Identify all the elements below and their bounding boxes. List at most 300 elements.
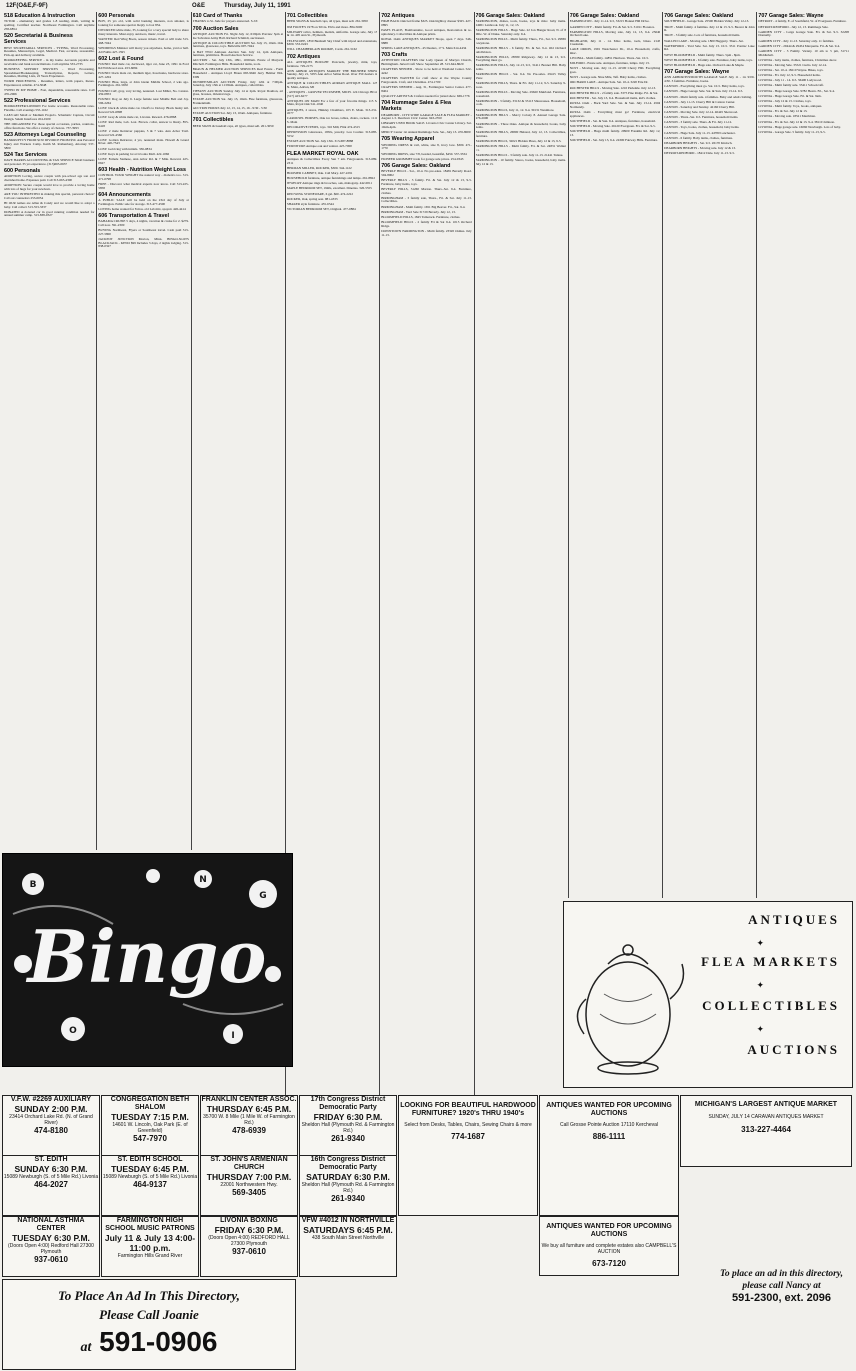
bingo-ad-sm: 22001 Northwestern Hwy. xyxy=(220,1182,278,1188)
classified-listing: A PUBLIC SALE will be held on the 23rd day of July at Farmington. Public sale for storage. 313-477-4500 xyxy=(98,198,189,206)
section-heading: 604 Announcements xyxy=(98,191,151,198)
antique-ad-name: MICHIGAN'S LARGEST ANTIQUE MARKET xyxy=(694,1101,838,1108)
classified-listing: FARMINGTON HILLS - Mercy Colony 8. Annual Garage Sale. 476-2600 xyxy=(475,112,566,121)
classified-listing: MILITARY relics, helmets, medals, uniforms. Garage sale, July 13 & 14. 405 Ann St., Plymouth. xyxy=(286,29,378,38)
classified-listing: LIVONIA - Multi family. Toys, books, antiques. xyxy=(758,104,823,109)
classified-listing: BEVERLY HILLS - Sat., 10-4. No pre-sales. 18481 Beverly Road. 594-8002 xyxy=(381,169,472,177)
classified-listing: CANTON - 3 family sale. Thurs. & Fri. July 11-12. xyxy=(664,120,733,125)
section-heading: 600 Personals xyxy=(98,13,135,19)
classified-listing: FARMINGTON HILLS - Moving Sale. 29620 Muirland. Furniture, household. xyxy=(475,89,566,98)
classified-listing: LAKE ORION, 1991 Westchester Dr., 10-4. Household, crafts, misc. xyxy=(569,47,661,55)
bingo-ad-name: LIVONIA BOXING xyxy=(220,1217,278,1224)
classified-listing: FOUND: Red male cat, declawed, tiger cat, June 23, 1991 in Ford Rd/Wildwood area. 453-6084 xyxy=(98,62,189,70)
section-heading: 702 Antiques xyxy=(381,13,415,19)
classified-listing: TYPED IN MY HOME - Fast, dependable, reasonable rates. Call 476-2066 xyxy=(4,88,95,96)
classified-listing: HIGHLAND, July 11 - 14. Misc. items, tools, bikes. 2145 Creekside. xyxy=(569,38,661,47)
bingo-ad-sm: (Doors Open 4:00) Redford Hall 27300 Plymouth xyxy=(8,1243,94,1255)
antique-listing-ad xyxy=(539,1095,679,1216)
page-number: 12F(O&E,F-9F) xyxy=(6,3,48,9)
classified-listing: TELESCOPE, 1850 Bushnell Sky Chief with tripod and extensions, $300. 553-0243 xyxy=(286,38,378,47)
classified-column xyxy=(193,12,284,850)
section-heading: 603 Health - Nutrition Weight Loss xyxy=(98,166,186,173)
antique-ad-name: ANTIQUES WANTED FOR UPCOMING AUCTIONS xyxy=(546,1223,672,1238)
bingo-ad-name: 17th Congress District Democratic Party xyxy=(310,1096,386,1111)
svg-text:G: G xyxy=(259,891,267,901)
star-icon: ✦ xyxy=(756,938,764,948)
classified-listing: BOOKKEEPING SERVICE - in my home. Accounts payable and receivable and bank reconciliations. Call anytime 533-2735 xyxy=(4,58,95,66)
classified-listing: BIRMINGHAM - Multi family. 1651 Big Beaver. Fri., Sat. 9-4. xyxy=(381,204,466,209)
bingo-listing-ad xyxy=(2,1095,100,1156)
section-heading: 706 Garage Sales: Oakland xyxy=(475,13,545,19)
classified-listing: LIVONIA - Multi family sale. 35411 Schoolcraft. xyxy=(758,83,825,88)
classified-listing: LOST: 2 male Retriever puppies, 5 & 7 wks. Ann Arbor Trail. Reward 522-4566 xyxy=(98,128,189,137)
bingo-listing-ad xyxy=(200,1155,298,1216)
antiques-flea-auctions-ad xyxy=(563,901,853,1088)
classified-listing: ADOPTION Loving, secure couple with pre-school age son and cherished home. Expenses paid. Call 313-665-4300 xyxy=(4,174,95,183)
classified-listing: ROYAL OAK - Back Yard Sale. Sat. & Sun. July 13-14. 4504 Normandy. xyxy=(569,101,661,109)
classified-listing: FARMINGTON HILLS, Moving sale, July 12, 13, 9-4. 25640 Orchard Lake. xyxy=(569,29,661,38)
section-heading: 518 Education & Instruction xyxy=(4,13,76,19)
classified-listing: PIONEER GROMMET trade for garage sale prices. 254-0343 xyxy=(381,156,464,161)
classified-listing: SPRING LAKE ANTIQUES - 45 Dealers, 17 S. Main 614-4434 xyxy=(381,45,467,50)
bingo-ad-sm: 438 South Main Street Northville xyxy=(312,1235,384,1241)
classified-listing: CRAFTERS NEEDED - Aug. 31, Farmington Senior Center. 477-8404 xyxy=(381,84,472,93)
classified-listing: LIVONIA - baby items, clothes, furniture, Christmas decor. xyxy=(758,57,838,62)
section-heading: 706 Garage Sales: Oakland xyxy=(664,13,734,19)
classified-listing: FARMINGTON - July 11-14. 9-5, 33215 Bonnet Hill Drive. xyxy=(569,19,650,24)
classified-listing: BIRMINGHAM - 3 family sale, Thurs., Fri. & Sat. July 11-13. Collectibles. xyxy=(381,195,472,204)
classified-listing: ROYAL OAK - Everything must go! Furniture, electrical appliances. xyxy=(569,109,661,118)
issue-date: Thursday, July 11, 1991 xyxy=(224,3,291,9)
classified-listing: HIGH BACK Oak bed frame $325. Oak highboy dresser $325. 427-0895 xyxy=(381,19,472,28)
bingo-ad-big: TUESDAY 6:45 P.M. xyxy=(111,1164,189,1174)
classified-listing: CANTON - Thurs.-Sat. 9-5. Furniture, household items. xyxy=(664,115,739,120)
svg-text:N: N xyxy=(199,875,207,885)
star-icon: ✦ xyxy=(756,980,764,990)
classified-listing: FOUND CAT, gray, very loving, neutered. Lost Miller, No. Canton. 459-0853 xyxy=(98,88,189,97)
bingo-ad-big: FRIDAY 6:30 P.M. xyxy=(313,1112,383,1122)
classified-listing: FARMINGTON HILLS, 28580 Ridgeway. July 12 & 13, 9-5. Everything must go. xyxy=(475,54,566,63)
classified-listing: DUNDEE/MILAN AUCTION Friday, July 12th at 7:00pm. Saturday, July 13th at 11:00am. Antiques, collectibles. xyxy=(192,79,284,88)
classified-listing: LIVONIA - Fri. & Sat. July 12 & 13. xyxy=(758,109,808,114)
classified-listing: LOST: Gold ring with initials. 336-0834 xyxy=(98,146,152,151)
classified-column xyxy=(758,12,849,898)
directory-place-ad xyxy=(711,1268,852,1305)
svg-text:O: O xyxy=(69,1026,77,1036)
bingo-graphic xyxy=(3,854,292,1066)
classified-listing: BEER SIGNS & baseball caps, all types, must sell. 261-3050 xyxy=(286,19,368,24)
antique-listing-ad xyxy=(680,1095,852,1167)
classified-listing: - ANTIQUES - GROVER TECUMSEH, MICH. 124 Chicago Blvd. (517) 423-6277 xyxy=(286,90,378,98)
classified-listing: ANTIQUE & COLLECTIBLE AUCTION Sat. July 13, 10am. Oak furniture, glassware, toys. Belleville 697-7044 xyxy=(192,40,284,49)
classified-listing: DOWNTOWN FARMINGTON - Multi family. 23320 Osmus. July 11-13. xyxy=(381,228,472,237)
classified-listing: SOUTHFIELD - Sat. & Sun. 9-4. Antiques, furniture, household. xyxy=(569,118,656,123)
classified-listing: WEST BLOOMFIELD - 6 family sale. Furniture, baby items, toys. xyxy=(664,57,753,62)
classified-listing: LIVONIA - Sat. 10-4. 18210 Wayne. Bikes, toys. xyxy=(758,67,824,72)
classified-listing: FARMINGTON - 10 family. Stereo, books, household, baby items. July 12 & 13. xyxy=(475,158,566,166)
bingo-ad-phone: 937-0610 xyxy=(232,1247,266,1256)
place-ad-line2: Please Call Joanie xyxy=(99,1307,199,1322)
classified-listing: HOUSEHOLD furniture, antique furnishings and lamps. 261-8822 xyxy=(286,176,375,181)
classified-listing: FARMINGTON HILLS - Multi family. Thurs., Fri., Sat. 9-5. 29865 Greystone. xyxy=(475,37,566,45)
classified-listing: MILFORD - Estate sale. Antiques, furniture, lamps. July 13. xyxy=(569,61,650,66)
bingo-ad-sm: 14601 W. Lincoln, Oak Park (E. of Greenfield) xyxy=(112,1122,188,1134)
classified-listing: HI OUR names are Allan & Candy and we would like to adopt a baby. Call collect 313-553-3337 xyxy=(4,200,95,209)
classified-listing: LIVONIA - July 12 & 13. Clothes, toys. xyxy=(758,98,812,103)
classified-listing: CANTON - Everything must go. Sat. 10-5. Baby items, toys. xyxy=(664,84,745,89)
place-ad-at: at xyxy=(80,1340,92,1355)
classified-listing: ATTENTION CRAFTERS Our Lady Queen of Martyrs Church, Birmingham. Juried Craft Show. September 28. 313-644-8620 xyxy=(381,58,472,67)
classified-listing: GARDEN CITY - Large Garage Sale. Fri. & Sat. 9-5. 32208 Donnelly. xyxy=(758,29,849,38)
column-divider xyxy=(379,12,380,1095)
bingo-banner xyxy=(2,853,293,1067)
ad-word-flea-markets: FLEA MARKETS xyxy=(701,954,840,969)
bingo-ad-big: TUESDAY 6:30 P.M. xyxy=(12,1233,90,1243)
classified-listing: BUYING Northwest, Flyers or Southwest travel. Cash paid 313-227-5800 xyxy=(98,228,189,236)
place-ad-phone-line xyxy=(3,1326,295,1358)
classified-listing: TROY - Multi family. 4 families. July 12 & 13. 9-5. Beaver & John R. xyxy=(664,24,755,33)
classified-listing: LIVONIA - Huge Garage Sale. 9782 Hearn. Fri., Sat. 9-4. xyxy=(758,88,835,93)
classified-listing: SOUTHFIELD - Moving Sale. 26120 Evergreen. Fri. & Sat. 9-5. xyxy=(569,123,656,128)
classified-listing: HERMAN MILLER, ROCKER, $300. 344-1122 xyxy=(286,165,352,170)
bingo-listing-ad xyxy=(101,1216,199,1277)
classified-listing: WORD PROCESSING - Resumes, letters, term papers, theses. Experienced, reliable. 474-3048 xyxy=(4,79,95,88)
classified-listing: LIVONIA - July 11 - 14. 9-5. 36400 Ladywood. xyxy=(758,78,822,83)
classified-listing: WEST BLOOMFIELD - Huge sale. Orchard Lake & Maple. xyxy=(664,62,745,67)
bingo-listing-ad xyxy=(299,1155,397,1216)
section-heading: 707 Garage Sales: Wayne xyxy=(664,68,730,75)
section-heading: 600 Personals xyxy=(4,168,41,174)
classified-listing: BOOKKEEPER/LONDON For home accounts. Reasonable rates. Flexible. Call evenings 555-1162 xyxy=(4,104,95,113)
classified-listing: FOUND: Blue, large, at John Glenn Middle School, 2 wks ago. Farmington. 261-5650 xyxy=(98,79,189,88)
ad-word-auctions: AUCTIONS xyxy=(747,1042,840,1057)
classified-listing: CANTON - Multi family sale. 4 families. Baby and adult clothing. xyxy=(664,94,753,99)
bingo-ad-name: ST. EDITH xyxy=(34,1156,68,1163)
classified-column xyxy=(381,12,472,1095)
classified-listing: LOST: Female Siamese, Ann Arbor Rd. & 7 Mile. Reward. 425-0627 xyxy=(98,156,189,165)
section-heading: 701 Collectibles xyxy=(286,13,328,19)
classified-listing: Antiques & Collectibles Every Sun 7 am. Fairgrounds. 313-689-2311 xyxy=(286,156,378,165)
classified-listing: LIVONIA - Fri. & Sat. July 12 & 13. 9-4. 38110 Jamison. xyxy=(758,119,835,124)
classified-listing: FARMINGTON HILLS, 26800 Halsted, July 12, 13. Collectibles, furniture. xyxy=(475,130,566,138)
antique-ad-name: ANTIQUES WANTED FOR UPCOMING AUCTIONS xyxy=(546,1102,672,1117)
classified-column xyxy=(476,12,567,1095)
classified-listing: LOST: Golden Retriever, 4 yrs, neutered male. Howell & Grand River. 420-7543 xyxy=(98,137,189,146)
edition-name: O&E xyxy=(192,3,206,9)
bingo-ad-name: CONGREGATION BETH SHALOM xyxy=(110,1096,190,1111)
classified-column xyxy=(664,12,755,898)
classified-listing: NOVI - Garage sale. Nine Mile, Taft. Baby items, clothes. xyxy=(569,75,647,80)
classified-listing: FARMINGTON - Three Oaks. Antique & household, books, baby items. xyxy=(475,121,566,130)
classified-column xyxy=(4,12,95,850)
bingo-ad-name: NATIONAL ASTHMA CENTER xyxy=(17,1217,85,1232)
star-icon: ✦ xyxy=(756,1024,764,1034)
page-header xyxy=(2,0,854,12)
bingo-ad-name: FARMINGTON HIGH SCHOOL MUSIC PATRONS xyxy=(105,1217,195,1232)
classified-listing: ROCHESTER HILLS - 2 family sale. 3375 Pine Ridge. Fri. & Sat. xyxy=(569,90,659,95)
antique-ad-sm: We buy all furniture and complete estates also CAMPBELL'S AUCTION xyxy=(541,1243,677,1255)
classified-listing: VICTORIAN BEDROOM SET, Original. 477-0884 xyxy=(286,207,356,211)
classified-listing: GARDEN CITY - 3 Family. Variety. 10 am to 5 pm, 31711 Middlebelt. xyxy=(758,48,849,57)
classified-listing: BRAUN & HELMER AUCTION SERVICES Real Estate - Farm Household - Antiques Lloyd Braun 665-9646 Jerry Helmer 994-6309 xyxy=(192,67,284,79)
antique-ad-name: LOOKING FOR BEAUTIFUL HARDWOOD FURNITURE? 1920's THRU 1940's xyxy=(400,1102,536,1117)
bingo-listing-ad xyxy=(101,1095,199,1156)
ad-word-collectibles: COLLECTIBLES xyxy=(702,998,840,1013)
classified-listing: NOVI - Moving sale. July 11-13. 41500 Cherry Hill. Everything goes. xyxy=(569,66,661,75)
classified-listing: SOUTHFIELD - Sat. July 13, 9-4. 24300 Fairway Hills. Furniture. xyxy=(569,137,658,142)
classified-listing: LIVONIA - Huge garage sale. 16060 Newburgh. Lots of baby. xyxy=(758,124,841,129)
bingo-ad-big: FRIDAY 6:30 P.M. xyxy=(214,1225,284,1235)
classified-listing: PAM'S PLACE, Bombonnière, Good antiques, Restoration & re-upholstery. Collectibles & Antique prints. xyxy=(381,28,472,36)
classified-listing: ANTIQUES ON MAIN For a few of your favorite things. 115 S. Main, Royal Oak 541-1040 xyxy=(286,98,378,107)
classified-listing: BAHAMA CRUISE 5 days, 4 nights, vacation & cruise for 2. $279. Call now. 591-2300 xyxy=(98,219,189,228)
classified-listing: ADOPTION: Secure couple would love to provide a loving home with lots of hugs for your newborn. xyxy=(4,183,95,191)
classified-listing: CONTROL YOUR WEIGHT the natural way - diabetics too. 313-471-0798 xyxy=(98,173,189,181)
bingo-ad-sm: Sheldon Hall (Plymouth Rd. & Farmington Rd.) xyxy=(301,1122,395,1134)
classified-listing: ANN ARBOR/PLYMOUTH GARAGE SALE July 11 - 14. 9:00-4:30. 3 families. Furniture, books. xyxy=(664,75,755,84)
classified-listing: THANKS to St. Jude for prayers answered. S.J.P. xyxy=(192,19,258,24)
classified-listing: ANN ARBOR ANTIQUES MARKET THE BRUSHER SHOW Sunday, July 21, 5055 Ann Arbor Saline Road. Over 350 dealers in quality antiques. xyxy=(286,68,378,81)
section-heading: 520 Secretarial & Business Services xyxy=(4,32,73,46)
section-heading: 523 Attorneys Legal Counseling xyxy=(4,131,86,138)
classified-listing: MERCY Center 1st Annual Rummage Sale. Sat., July 13. 476-8000 xyxy=(381,130,471,135)
column-divider xyxy=(568,12,569,898)
classified-listing: FURNITURE Antique oak and walnut. 425-7000 xyxy=(286,144,352,149)
classified-listing: FARMINGTON HILLS, 32021 Hidden Pines, July 12 & 13, 9-5. xyxy=(475,139,562,144)
classified-listing: TROY - 3 family sale. Lots of furniture, household items. xyxy=(664,33,741,38)
antique-ad-sm: SUNDAY, JULY 14 CARAVAN ANTIQUES MARKET xyxy=(708,1114,824,1120)
bingo-ad-phone: 464-9137 xyxy=(133,1180,167,1189)
classified-listing: GARDEN CITY - July 11-13. Saturday only. 11 families. xyxy=(758,38,835,43)
antique-ad-phone: 774-1687 xyxy=(451,1132,485,1141)
directory-place-phone: 591-2300, ext. 2096 xyxy=(731,1292,832,1304)
classified-listing: CANTON - Huge Sale. July 11-13. 44780 Lanchester. xyxy=(664,130,736,135)
section-heading: 610 Card of Thanks xyxy=(192,13,243,19)
classified-listing: GARDEN CITY - 29444 & 29454 Marquette. Fri. & Sat. 9-4. xyxy=(758,43,840,48)
classified-listing: ANTIQUE & COLLECTIBLES ADRIAN ANTIQUE MALL 125 N. Main, Adrian, MI xyxy=(286,81,378,89)
classified-listing: FARMINGTON HILLS, July 11, 12. 9-4. 30131 Westmore. xyxy=(475,107,555,112)
place-ad-line1: To Place An Ad In This Directory, xyxy=(58,1288,240,1303)
classified-listing: LOST: Red male, Lab. Lost. Brown. collar, answer to Rusty. 855-9418 xyxy=(98,120,189,128)
classified-listing: LOST: Gray & white male cat, Livonia. Reward. 476-0868 xyxy=(98,114,177,119)
classified-listing: CANTON - Moving Sale. July 12-14. 46445 Sherwood. xyxy=(664,109,739,114)
classified-column xyxy=(570,12,661,898)
classified-listing: BEST SECRETARIAL SERVICES - TYPING, Word Processing, Resumes, Manuscripts, Legal, Medical. Fast, accurate, reasonable. Pick-up and delivery available. xyxy=(4,45,95,57)
section-heading: 707 Garage Sales: Wayne xyxy=(758,13,824,19)
classified-listing: BLOOMFIELD HILLS, 1845 Tamarack. Furniture, clothes. xyxy=(381,214,461,219)
classified-listing: ESTATE AUCTION Sat. July 13, 10am. Antiques, furniture. xyxy=(192,111,273,116)
classified-listing: FARMINGTON, dishes, tools, books, toys & misc. baby items. 24901 Lanbrook. July 11, 12, 13. xyxy=(475,19,566,28)
classified-listing: FOUND: Dog on July 6. Large female near Middle Belt and Joy. 596-2264 xyxy=(98,97,189,105)
classified-column xyxy=(287,12,378,1095)
bingo-ad-big: THURSDAY 7:00 P.M. xyxy=(206,1172,292,1182)
section-heading: 524 Tax Services xyxy=(4,151,48,158)
bingo-listing-ad xyxy=(2,1155,100,1216)
classified-listing: FARMINGTON HILLS, Thurs. & Fri. July 11-12, 9-5. Saturday 9-noon. xyxy=(475,81,566,89)
section-heading: 606 Transportation & Travel xyxy=(98,213,169,220)
classified-listing: DAVE HARRIS ACCOUNTING & TAX SERVICE Small business and personal. 35 yrs experience. (313)665-0637 xyxy=(4,158,95,166)
classified-listing: DIVORCED white male, 35, looking for a very special lady to share many interests. Must enjoy outdoors, music, travel. xyxy=(98,28,189,36)
classified-listing: CANTON - Toys, books, clothes, household, baby items. xyxy=(664,125,740,130)
classified-listing: JEWELRY Antique rings & brooches, oak, mahogany. 442-0011 xyxy=(286,181,373,186)
classified-listing: DETROIT-REDFORD - 18412 Dale. July 11-13. 9-5. xyxy=(664,151,735,156)
place-ad-box xyxy=(2,1279,296,1370)
classified-listing: CAE/CAD Small or Medium Projects. Schematic Capture, Circuit Design. Salem Interfaces 454-0100 xyxy=(4,113,95,121)
classified-listing: LOVING home wanted for 8 mos. old Lab mix, spayed. 426-4414 xyxy=(98,206,186,211)
bingo-ad-sm: 15089 Newburgh (S. of 5 Mile Rd.) Livonia xyxy=(3,1174,99,1180)
bingo-ad-phone: 474-8180 xyxy=(34,1126,68,1135)
classified-listing: SHAKER style furniture. 455-6544 xyxy=(286,201,334,206)
classified-listing: LOST: black & white male cat. Cheif's to Dolcey. Black bushy tail. Reward 522-6898 xyxy=(98,106,189,114)
bingo-listing-ad xyxy=(200,1216,298,1277)
section-heading: 522 Professional Services xyxy=(4,98,71,105)
classified-listing: JACKPOT JUNCTION Morton, Minn. BINGO-SLOTS BLACKJACK - KENO $99 Includes 3 days, 2 nights lodging. 313-838-0327 xyxy=(98,237,189,249)
classified-listing: RED WING STONEWARE, 6 gal. $60. 474-2222 xyxy=(286,191,353,196)
bingo-ad-phone: 937-0610 xyxy=(34,1255,68,1264)
classified-listing: WEST BLOOMFIELD - Multi family. Thurs. 5pm - 8pm. xyxy=(664,52,741,57)
column-divider xyxy=(191,12,192,850)
directory-place-text: To place an ad in this directory, please call Nancy at xyxy=(719,1269,844,1291)
section-heading: 706 Garage Sales: Oakland xyxy=(381,162,451,169)
classified-listing: BEVERLY HILLS - 3 family. Fri. & Sat. July 12 & 13, 9-5. Furniture, baby items, toys. xyxy=(381,178,472,186)
section-heading: 701 Collectibles xyxy=(192,117,234,124)
section-heading: 706 Garage Sales: Oakland xyxy=(569,13,640,19)
classified-listing: AUCTION HOURS July 12, 13, 14, 15, 16 - 9:30 - 5:30 xyxy=(192,106,267,111)
classified-listing: CRAFTERS WANTED for craft show at the Wayne County Fairgrounds. Craft, and Christmas. 474-1700 xyxy=(381,76,472,84)
classified-listing: DEARBORN - CITY-WIDE GARAGE SALE & FLEA MARKET - August 1-3. Dearborn Civic Center. 943-2350 xyxy=(381,112,472,121)
classified-listing: ROCKER, Oak, spring seat. 981-4333 xyxy=(286,196,338,201)
classified-listing: BUSINESS SUPPORT SERVICES - Word Processing, Spreadsheet/Bookkeeping, Transcription, Reports, Letters, Resumes, Mailing Lists, 22 Years Experience. xyxy=(4,66,95,79)
classified-listing: LIVONIA - Fri. July 12, 9-5. Household items. xyxy=(758,73,821,78)
section-heading: 705 Wearing Apparel xyxy=(381,136,435,143)
classified-listing: FARMINGTON HILLS - 6 family. Fri. & Sat. 9-4. Old Orchard subdivision. xyxy=(475,45,566,54)
classified-listing: SOUTHFIELD - Garage Sale. 25500 Hidden Valley. July 12-13. xyxy=(664,19,750,24)
classified-listing: CANTON - July 11-13. Cherry Hill & Canton Center. xyxy=(664,99,736,104)
section-heading: 702 Antiques xyxy=(286,53,321,60)
place-ad-phone: 591-0906 xyxy=(99,1326,218,1357)
antique-ad-phone: 313-227-4464 xyxy=(741,1125,791,1134)
classified-listing: DEARBORN HEIGHTS - Sat. 9-5. 26170 Kinloch. xyxy=(664,140,733,145)
classified-listing: LIBRARY USED BOOK SALE. Livonia Civic Center Library. Sat. 10am-4pm. xyxy=(381,121,472,130)
classified-listing: DEARBORN HEIGHTS - Moving sale. July 12 & 13. xyxy=(664,146,736,151)
bingo-ad-phone: 569-3405 xyxy=(232,1188,266,1197)
teapot-illustration xyxy=(570,904,690,1084)
classified-listing: LIVONIA - Moving sale. 18521 Merriman. xyxy=(758,114,816,119)
bingo-ad-sm: 35700 W. 8 Mile (1 Mile W. of Farmington Rd.) xyxy=(203,1114,295,1126)
classified-listing: BIRMINGHAM - Yard Sale 31729 Beverly. July 12, 13. xyxy=(381,209,456,214)
bingo-listing-ad xyxy=(2,1216,100,1277)
classified-listing: DEPRESSION Glassware, 1950s, jewelry. Lou Coulter. 313-685-5552 xyxy=(286,130,378,139)
antique-ad-phone: 886-1111 xyxy=(592,1132,626,1141)
classified-listing: GARDEN CITY - Multi family. Fri. & Sat. 9-5. 31011 Florence. xyxy=(569,24,655,29)
classified-listing: HOOSIER CABINET, Oak. Call Mary. 427-2291 xyxy=(286,170,353,175)
classified-listing: TUTOR - elementary and grades 1-8 reading, math, writing & spelling. Certified teacher. Northwest Farmington. Call anytime 258-6854 xyxy=(4,19,95,31)
classified-listing: LIVONIA - Huge Garage Sale. Fri. & Sat. 9am. xyxy=(758,93,822,98)
classified-listing: CANTON - 6 family. Baby items, clothes, furniture. xyxy=(664,135,733,140)
bingo-ad-sm: Farmington Hills Grand River xyxy=(117,1253,183,1259)
classified-listing: BOY, 25 yrs old, with solid banking interests, non smoker, is looking for someone special. Reply to box 834. xyxy=(98,19,189,28)
column-divider xyxy=(96,12,97,850)
michigan-directory-ad xyxy=(711,1168,852,1368)
section-heading: 703 Crafts xyxy=(381,52,408,58)
classified-listing: SOUTHFIELD - Huge multi family. 29900 Franklin Rd. July 12, 13. xyxy=(569,129,661,137)
classified-listing: ORCHARD LAKE - Antique Sale. Sat. 10-4. 3220 Erie Dr. xyxy=(569,80,649,85)
bingo-ad-sm: 23414 Orchard Lake Rd. (N. of Grand River) xyxy=(9,1114,93,1126)
classified-column xyxy=(98,12,189,850)
bingo-ad-name: ST. JOHN'S ARMENIAN CHURCH xyxy=(210,1156,288,1171)
bingo-ad-big: THURSDAY 6:45 P.M. xyxy=(206,1104,292,1114)
section-heading: 704 Rummage Sales & Flea Markets xyxy=(381,99,451,113)
classified-listing: WEDDING DRESS, size 7/8, beaded, beautiful, $450. 537-3334 xyxy=(381,151,467,156)
bingo-listing-ad xyxy=(299,1095,397,1156)
column-divider xyxy=(474,12,475,1095)
bingo-ad-big: July 11 & July 13 4:00-11:00 p.m. xyxy=(104,1233,196,1253)
bingo-ad-name: VFW #4012 IN NORTHVILLE xyxy=(301,1217,395,1224)
bingo-ad-name: V.F.W. #2269 AUXILIARY xyxy=(10,1096,92,1103)
svg-text:I: I xyxy=(231,1031,235,1041)
classified-listing: DETROIT-REDFORD - July 12, 13. Rummage Sale. xyxy=(758,24,829,29)
classified-listing: ANTIQUE AUCTION Fri. Night July 12, 6:00pm Preview 5pm at the Salvation Army Hall. Richard Schmidt, auctioneer. xyxy=(192,31,284,40)
section-heading: 700 Auction Sales xyxy=(192,25,239,32)
bingo-listing-ad xyxy=(200,1095,298,1156)
classified-listing: FOUND: black male cat, medium tiger, Kosciusko, hardware store. 427-1204 xyxy=(98,70,189,79)
bingo-ad-big: SATURDAYS 6:45 P.M. xyxy=(303,1225,393,1235)
bingo-listing-ad xyxy=(101,1155,199,1216)
classified-listing: FARMINGTON - 3 family. 33132 & 33113 Shiawassee. Household, tools. xyxy=(475,98,566,107)
classified-listing: WATERFORD - Yard Sale. Sat. July 13. 10-5. 3311 Pontiac Lake Rd. xyxy=(664,43,755,52)
bingo-ad-phone: 547-7970 xyxy=(133,1134,167,1143)
classified-listing: BANKRUPTCY FROM $150 DIVORCE FROM $50. Ask Personal Injury and Workers Comp. Keith M. Rothenberg, Attorney 537-5800 xyxy=(4,138,95,150)
classified-listing: CRAFTERS NEEDED - Show to be held at Westland Center. 522-4242 xyxy=(381,67,472,75)
classified-listing: ESTATE AUCTION Sat. July 13th. 313-687-8888 xyxy=(286,139,354,144)
bingo-ad-sm: (Doors Open 4:00) REDFORD HALL 27300 Plymouth xyxy=(208,1235,290,1247)
classified-listing: DONATED A donated car in good running condition needed for annual summer camp. 313-838-0327 xyxy=(4,209,95,218)
bingo-ad-big: SUNDAY 2:00 P.M. xyxy=(14,1104,88,1114)
classified-listing: BEVERLY HILLS, 31260 Marion. Thurs.-Sat. 9-4. Furniture, clothes. xyxy=(381,186,472,195)
classified-listing: FARMINGTON HILLS - Huge Sale. 22 Jon Hanger Road, N. of 8 Mile. W. of Drake. Saturday only. 9-4. xyxy=(475,28,566,36)
bingo-ad-sm: Sheldon Hall (Plymouth Rd. & Farmington Rd.) xyxy=(301,1182,395,1194)
classified-listing: LIVONIA - Moving Sale. 35521 Curtis. July 12-14. xyxy=(758,62,827,67)
classified-listing: FARMINGTON HILLS - Multi family. Fri. & Sat. 24831 Walnut Ct. xyxy=(475,144,566,152)
classified-listing: LIVONIA - Garage Sale. 5 family. July 11-13, 9-5. xyxy=(758,129,826,134)
classified-listing: THE ORGANIZER For those special occasions, parties, reunions, office functions. We offer a variety of choices. 737-3993 xyxy=(4,122,95,130)
classified-listing: JIM FOOTE'S 1978 on Trivia. Elvis and more. 884-5600 xyxy=(286,24,363,29)
bingo-ad-name: 16th Congress District Democratic Party xyxy=(310,1156,386,1171)
classified-listing: WALLED LAKE - Moving sale. 1800 Haggerty. Thurs.-Sat. xyxy=(664,38,744,43)
section-heading: FLEA MARKET ROYAL OAK xyxy=(286,150,359,157)
bingo-ad-phone: 464-2027 xyxy=(34,1180,68,1189)
classified-listing: TIFFANY AUCTION Sunday July 14 at 2pm. Royal Doulton, art glass, bronzes, Oriental rugs. xyxy=(192,88,284,97)
classified-listing: A BAT TWO Antiques Auction Sun. July 14, 1pm Antiques, furniture, primitives. Howell Auction Service. xyxy=(192,49,284,58)
bingo-ad-big: TUESDAY 7:15 P.M. xyxy=(111,1112,189,1122)
classified-listing: ROCHESTER - Sat. July 13, 9-4. Household items, kid's clothes. xyxy=(569,95,656,100)
bingo-ad-name: FRANKLIN CENTER ASSOC. xyxy=(201,1096,297,1103)
bingo-ad-name: ST. EDITH SCHOOL xyxy=(117,1156,183,1163)
bingo-title: Bingo xyxy=(27,914,267,999)
classified-listing: FARMINGTON HILLS, July 12-13, 9-5, 31411 Bonnet Hill. Baby items. xyxy=(475,63,566,72)
classified-listing: MAPLE BEDROOM SET, 1940s, excellent. Dinettes. 326-5555 xyxy=(286,186,372,191)
classified-listing: WEDDINGS Minister will marry you anywhere, home, yard or hall. All Faiths 427-1595 xyxy=(98,45,189,54)
antique-ad-sm: Call Grosse Pointe Auction 17110 Kercheval xyxy=(559,1122,659,1128)
antique-ad-sm: Select from Desks, Tables, Chairs, Sewing Chairs & more xyxy=(404,1122,532,1128)
antique-listing-ad xyxy=(398,1095,538,1216)
classified-listing: ROCHESTER HILLS - Moving Sale. 1210 Parkdale. July 12-13. xyxy=(569,85,656,90)
classified-listing: WILL CHAMBERLAIN ROOKIE, Cards. 261-5162 xyxy=(286,47,357,52)
bingo-ad-phone: 478-6939 xyxy=(232,1126,266,1135)
classified-listing: FARMINGTON HILLS - 3 family sale. July 11-13. 21441 Tulane. xyxy=(475,153,564,158)
bingo-listing-ad xyxy=(299,1216,397,1277)
classified-listing: ANTIQUES, 2 stores, Hinkley Chambers, 105 E. Main. 313-231-4577 xyxy=(286,107,378,116)
